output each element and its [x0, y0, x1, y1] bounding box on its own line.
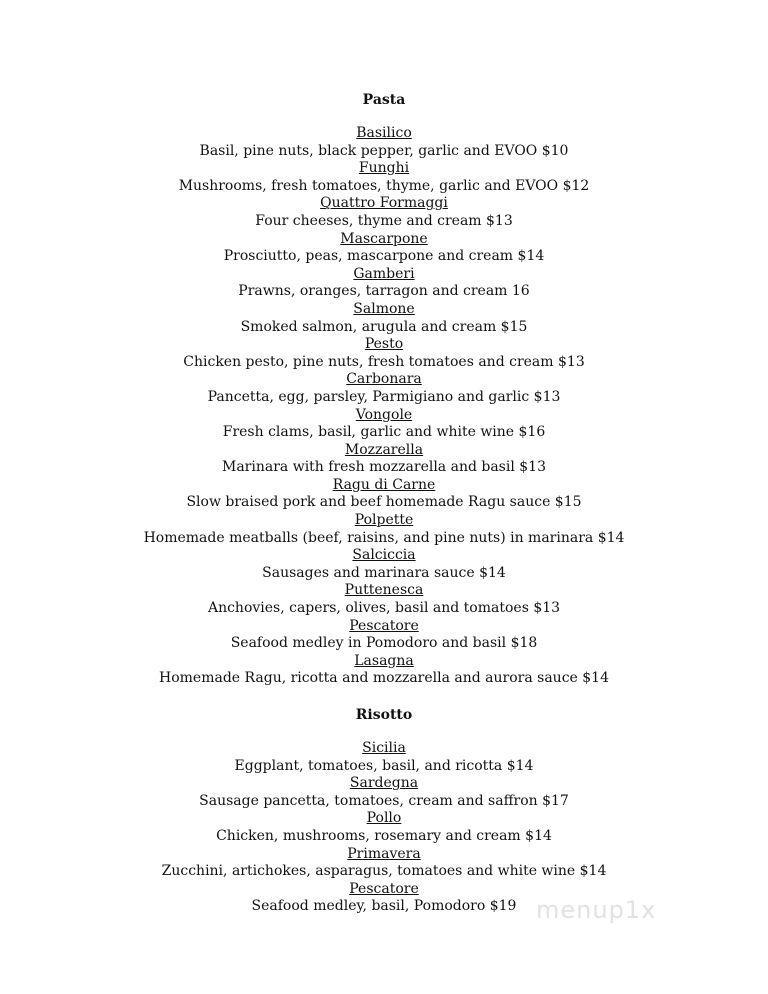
menu-item-name: Salmone — [353, 300, 415, 317]
menu-item — [0, 582, 768, 617]
menu-item-name: Pescatore — [349, 880, 419, 897]
menu-item-name: Carbonara — [346, 371, 422, 388]
menu-item — [0, 407, 768, 442]
menupix-watermark: menup1x — [536, 896, 657, 924]
menu-content — [0, 90, 768, 916]
menu-item-name: Ragu di Carne — [332, 476, 436, 493]
menu-item-description: Sausage pancetta, tomatoes, cream and saffron $17 — [199, 792, 569, 809]
menu-section-risotto — [0, 705, 768, 916]
menu-item — [0, 618, 768, 653]
menu-item-name: Funghi — [358, 160, 410, 177]
menu-item-name: Primavera — [347, 845, 421, 862]
menu-item-description: Pancetta, egg, parsley, Parmigiano and garlic $13 — [207, 388, 561, 405]
menu-item-description: Anchovies, capers, olives, basil and tomatoes $13 — [207, 600, 561, 617]
menu-item-description: Mushrooms, fresh tomatoes, thyme, garlic and EVOO $12 — [178, 177, 590, 194]
section-gap — [0, 688, 768, 705]
menu-item-description: Eggplant, tomatoes, basil, and ricotta $14 — [234, 757, 534, 774]
menu-item-description: Prosciutto, peas, mascarpone and cream $14 — [223, 248, 545, 265]
menu-item-name: Pesto — [364, 336, 404, 353]
menu-item — [0, 775, 768, 810]
menu-item-description: Four cheeses, thyme and cream $13 — [255, 212, 513, 229]
menu-item — [0, 512, 768, 547]
menu-item-name: Puttenesca — [344, 582, 424, 599]
menu-item — [0, 442, 768, 477]
menu-item-description: Fresh clams, basil, garlic and white wine $16 — [222, 424, 546, 441]
menu-item — [0, 371, 768, 406]
menu-item-name: Vongole — [355, 406, 413, 423]
menu-item — [0, 477, 768, 512]
menu-item-description: Seafood medley, basil, Pomodoro $19 — [251, 898, 517, 915]
menu-item-name: Quattro Formaggi — [320, 195, 448, 212]
menu-item — [0, 301, 768, 336]
menu-item-name: Mozzarella — [344, 441, 424, 458]
section-title: Risotto — [355, 707, 413, 723]
menu-item — [0, 160, 768, 195]
menu-item-description: Homemade Ragu, ricotta and mozzarella and aurora sauce $14 — [159, 670, 609, 687]
menu-item-name: Sardegna — [349, 775, 419, 792]
menu-item — [0, 336, 768, 371]
menu-item-description: Zucchini, artichokes, asparagus, tomatoes and white wine $14 — [161, 863, 607, 880]
menu-item — [0, 266, 768, 301]
menu-section-pasta — [0, 90, 768, 688]
menu-item-description: Chicken, mushrooms, rosemary and cream $14 — [216, 827, 552, 844]
menu-item-name: Sicilia — [362, 740, 406, 756]
menu-item-description: Marinara with fresh mozzarella and basil $13 — [222, 459, 546, 476]
menu-item-name: Pollo — [366, 810, 402, 827]
menu-item-name: Salciccia — [352, 547, 416, 564]
menu-item-description: Chicken pesto, pine nuts, fresh tomatoes and cream $13 — [183, 353, 585, 370]
menu-item-description: Smoked salmon, arugula and cream $15 — [240, 318, 528, 335]
menu-item-description: Prawns, oranges, tarragon and cream 16 — [238, 283, 530, 300]
menu-item-name: Basilico — [356, 125, 412, 141]
menu-item-description: Seafood medley in Pomodoro and basil $18 — [230, 635, 538, 652]
menu-item-name: Pescatore — [349, 617, 419, 634]
menu-item-description: Slow braised pork and beef homemade Ragu sauce $15 — [186, 494, 582, 511]
menu-item-description: Sausages and marinara sauce $14 — [262, 564, 506, 581]
menu-item — [0, 125, 768, 160]
menu-item — [0, 653, 768, 688]
menu-item-name: Polpette — [354, 512, 414, 529]
menu-item-name: Lasagna — [354, 652, 414, 669]
menu-item — [0, 547, 768, 582]
menu-item — [0, 846, 768, 881]
menu-item-description: Basil, pine nuts, black pepper, garlic and EVOO $10 — [199, 142, 569, 159]
section-title: Pasta — [362, 92, 406, 108]
menu-item — [0, 195, 768, 230]
menu-item — [0, 231, 768, 266]
menu-item — [0, 740, 768, 775]
menu-item — [0, 810, 768, 845]
menu-item-name: Mascarpone — [340, 230, 428, 247]
menu-item-description: Homemade meatballs (beef, raisins, and pine nuts) in marinara $14 — [143, 529, 625, 546]
menu-item-name: Gamberi — [353, 265, 415, 282]
